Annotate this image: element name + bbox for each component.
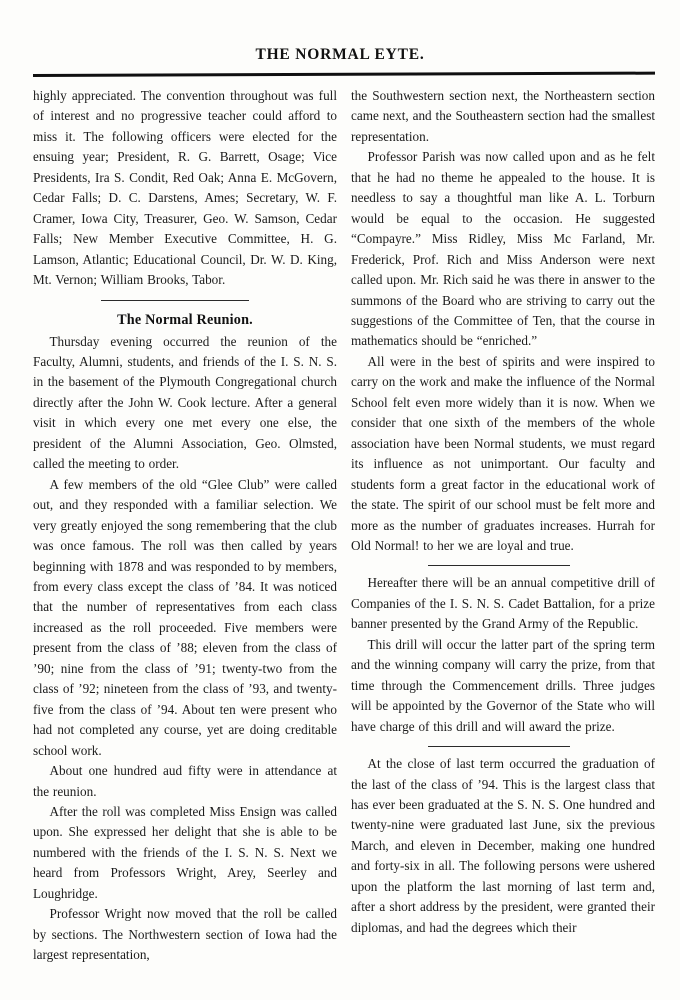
- drill-details-paragraph: This drill will occur the latter part of the spring term and the winning company will carry the prize, from that time through the Commencement drills. Three judges will be appointed by the Governor of the State who will have charge of this drill and will award the prize.: [351, 636, 655, 734]
- two-column-body: [0, 86, 680, 966]
- graduation-paragraph: At the close of last term occurred the graduation of the last of the class of ’94. This is the largest class that has ever been graduated at the S. N. S. One hundred and twenty-nine were graduated last June, six the previous March, and eleven in December, making one hundred and forty-six in all. The following persons were ushered upon the platform the last morning of last term and, after a short address by the president, were granted their diplomas, and had the degrees which their: [351, 756, 655, 935]
- left-column: [33, 86, 337, 966]
- right-column: [351, 86, 655, 966]
- glee-club-roll-paragraph: A few members of the old “Glee Club” were called out, and they responded with a familiar selection. We very greatly enjoyed the song remembering that the club was once famous. The roll was then called by years beginning with 1878 and was responded to by members, from every class except the class of ’84. It was noticed that the number of representatives from each class increased as the roll proceeded. Five members were present from the class of ’88; eleven from the class of ’90; nine from the class of ’91; twenty-two from the class of ’92; nineteen from the class of ’93, and twenty-five from the class of ’94. About ten were present who had not completed any course, yet are doing creditable school work.: [33, 476, 337, 758]
- section-heading-normal-reunion: The Normal Reunion.: [117, 311, 253, 328]
- school-spirit-paragraph: All were in the best of spirits and were inspired to carry on the work and make the influence of the Normal School felt even more widely than it is now. When we consider that one sixth of the members of the whole association have been Normal students, we must regard its influence as not unimportant. Our faculty and students form a great factor in the educational work of the state. The spirit of our school must be felt more and more as the number of graduates increases. Hurrah for Old Normal! to her we are loyal and true.: [351, 353, 655, 553]
- competitive-drill-paragraph: Hereafter there will be an annual competitive drill of Companies of the I. S. N. S. Cadet Battalion, for a prize banner presented by the Grand Army of the Republic.: [351, 575, 655, 632]
- item-divider-graduation: [351, 737, 655, 754]
- sections-continuation-paragraph: the Southwestern section next, the Northeastern section came next, and the Southeastern section had the smallest representation.: [351, 88, 655, 144]
- miss-ensign-paragraph: After the roll was completed Miss Ensign was called upon. She expressed her delight that she is able to be numbered with the friends of the I. S. N. S. Next we heard from Professors Wright, Arey, Seerley and Loughridge.: [33, 803, 337, 901]
- professor-wright-paragraph: Professor Wright now moved that the roll be called by sections. The Northwestern section of Iowa had the largest representation,: [33, 906, 337, 963]
- reunion-opening-paragraph: Thursday evening occurred the reunion of the Faculty, Alumni, students, and friends of the I. S. N. S. in the basement of the Plymouth Congregational church directly after the John W. Cook lecture. After a general visit in which every one met every one else, the president of the Alumni Association, Geo. Olmsted, called the meeting to order.: [33, 333, 337, 472]
- divider-rule: [428, 746, 570, 747]
- attendance-paragraph: About one hundred aud fifty were in attendance at the reunion.: [33, 763, 337, 799]
- masthead-rule: [33, 72, 655, 77]
- page-title: THE NORMAL EYTE.: [255, 46, 425, 63]
- item-divider-cadet: [351, 556, 655, 573]
- convention-officers-paragraph: highly appreciated. The convention throughout was full of interest and no progressive teacher could afford to miss it. The following officers were elected for the ensuing year; President, R. G. Barrett, Osage; Vice Presidents, Ira S. Condit, Red Oak; Anna E. McGovern, Cedar Falls; D. C. Darstens, Ames; Secretary, W. F. Cramer, Iowa City, Treasurer, Geo. W. Samson, Cedar Falls; New Member Executive Committee, H. G. Lamson, Atlantic; Educational Council, Dr. W. D. King, Mt. Vernon; William Brooks, Tabor.: [33, 88, 337, 288]
- masthead: [0, 46, 680, 64]
- section-divider-left: [33, 291, 337, 308]
- divider-rule: [428, 565, 570, 566]
- divider-rule: [101, 300, 249, 301]
- professor-parish-paragraph: Professor Parish was now called upon and as he felt that he had no theme he appealed to the house. It is needless to say a thoughtful man like A. L. Torburn would be equal to the occasion. He suggested “Compayre.” Miss Ridley, Miss Mc Farland, Mr. Frederick, Prof. Rich and Miss Anderson were next called upon. Mr. Rich said he was there in answer to the summons of the Board who are striving to carry out the suggestions of the Committee of Ten, that the course in mathematics should be “enriched.”: [351, 149, 655, 349]
